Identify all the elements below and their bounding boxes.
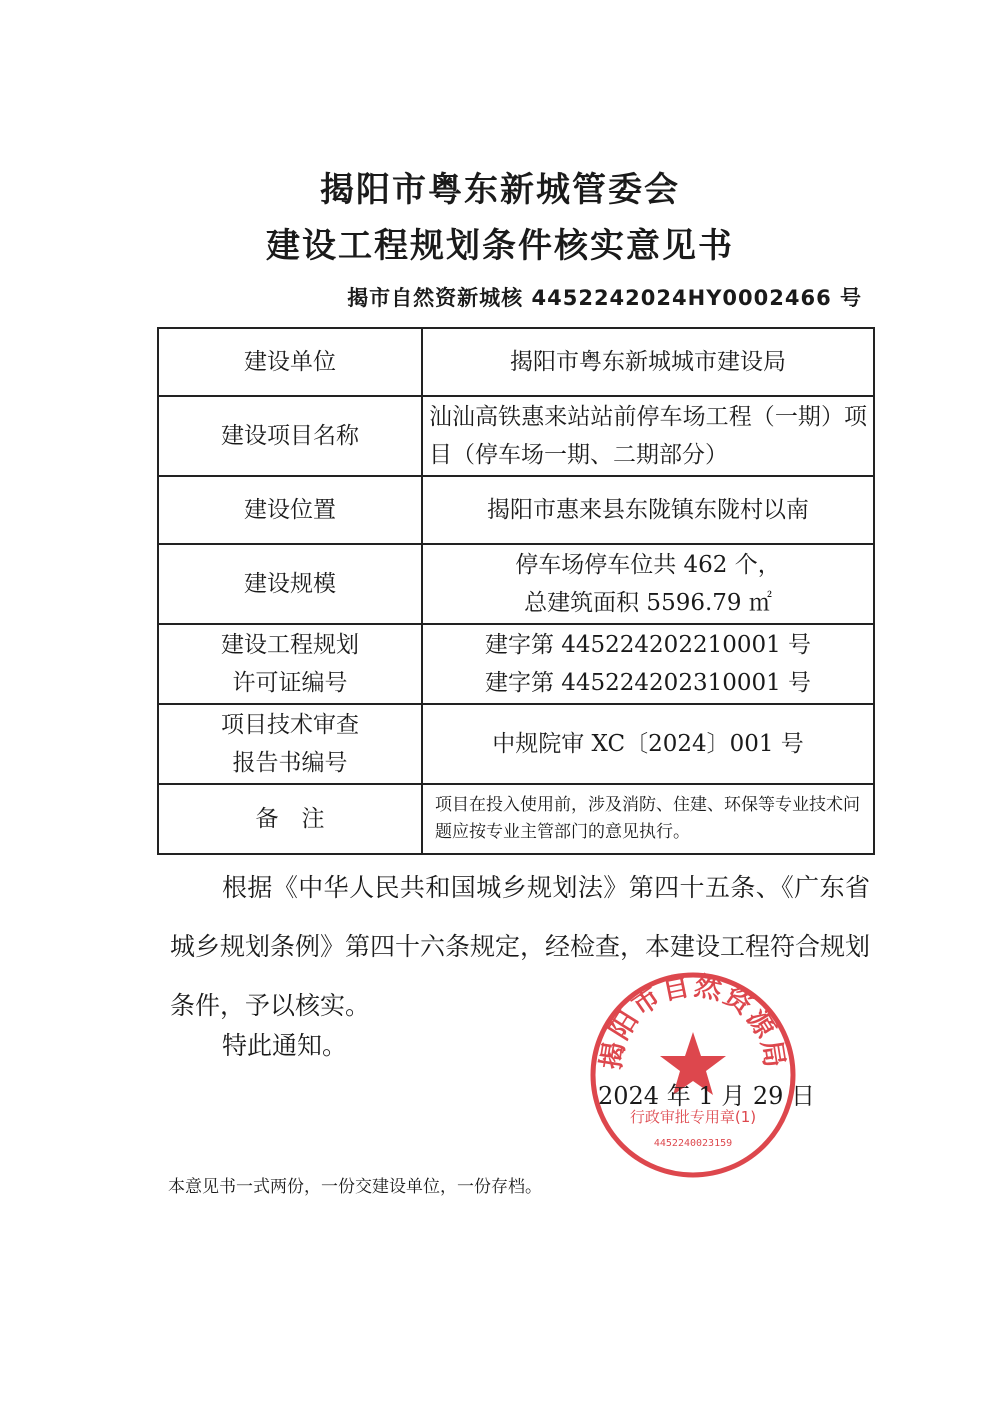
- scale-line2: 总建筑面积 5596.79 ㎡: [524, 590, 772, 616]
- row-value-scale: [422, 544, 874, 624]
- review-label-line2: 报告书编号: [232, 750, 348, 776]
- row-label-location: 建设位置: [158, 476, 422, 544]
- official-seal: [588, 970, 798, 1180]
- footnote: 本意见书一式两份，一份交建设单位，一份存档。: [168, 1177, 542, 1197]
- document-number: 揭市自然资新城核 4452242024HY0002466 号: [347, 286, 862, 310]
- permit-label-line2: 许可证编号: [232, 670, 348, 696]
- info-table: [157, 327, 875, 855]
- row-value-review: 中规院审 XC〔2024〕001 号: [422, 704, 874, 784]
- document-date: 2024 年 1 月 29 日: [598, 1082, 816, 1110]
- row-label-unit: 建设单位: [158, 328, 422, 396]
- row-value-permit: [422, 624, 874, 704]
- table-row: [158, 396, 874, 476]
- table-row: [158, 476, 874, 544]
- table-row: [158, 328, 874, 396]
- body-paragraph: 根据《中华人民共和国城乡规划法》第四十五条、《广东省城乡规划条例》第四十六条规定，经检查，本建设工程符合规划条件，予以核实。: [170, 873, 871, 1020]
- table-row: [158, 544, 874, 624]
- row-label-project-name: 建设项目名称: [158, 396, 422, 476]
- row-label-remarks: 备 注: [158, 784, 422, 854]
- row-value-remarks: 项目在投入使用前，涉及消防、住建、环保等专业技术问题应按专业主管部门的意见执行。: [422, 784, 874, 854]
- document-title-line1: 揭阳市粤东新城管委会: [320, 170, 680, 210]
- table-row: [158, 704, 874, 784]
- permit-line1: 建字第 445224202210001 号: [484, 632, 812, 658]
- document-title-line2: 建设工程规划条件核实意见书: [266, 226, 734, 266]
- row-value-project-name: 汕汕高铁惠来站站前停车场工程（一期）项目（停车场一期、二期部分）: [422, 396, 874, 476]
- scale-line1: 停车场停车位共 462 个，: [515, 552, 781, 578]
- seal-code: 4452240023159: [653, 1138, 733, 1149]
- row-value-unit: 揭阳市粤东新城城市建设局: [422, 328, 874, 396]
- row-label-scale: 建设规模: [158, 544, 422, 624]
- table-row: [158, 784, 874, 854]
- row-label-permit: [158, 624, 422, 704]
- permit-line2: 建字第 445224202310001 号: [484, 670, 812, 696]
- permit-label-line1: 建设工程规划: [221, 632, 359, 658]
- table-row: [158, 624, 874, 704]
- review-label-line1: 项目技术审查: [221, 712, 359, 738]
- notice-line: 特此通知。: [222, 1031, 348, 1060]
- seal-sub-text: 行政审批专用章(1): [629, 1108, 757, 1126]
- row-value-location: 揭阳市惠来县东陇镇东陇村以南: [422, 476, 874, 544]
- seal-ring-text: 揭阳市自然资源局: [595, 970, 791, 1072]
- row-label-review: [158, 704, 422, 784]
